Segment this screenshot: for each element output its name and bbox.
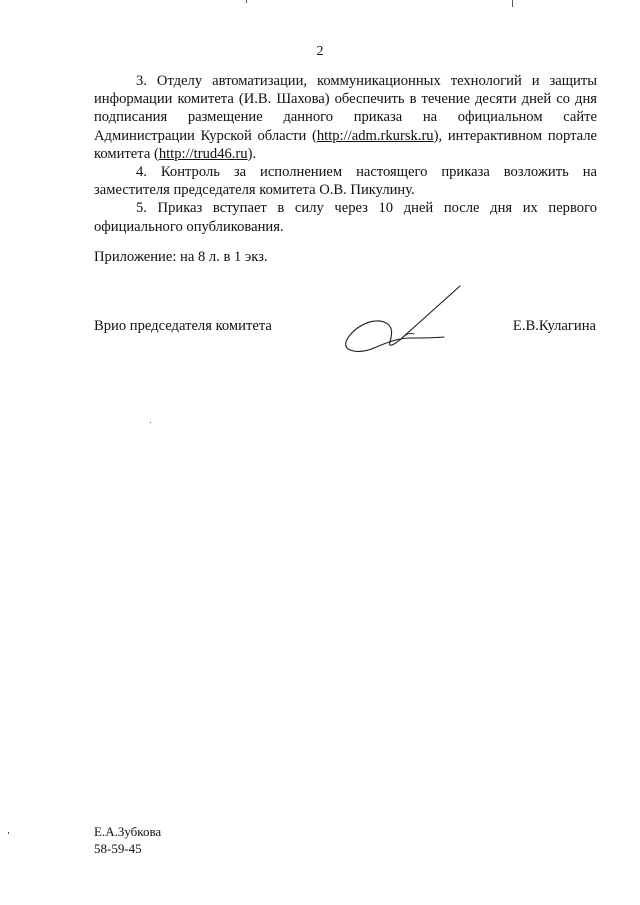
executor-block bbox=[94, 824, 161, 857]
paragraph-3-text-start: 3. Отделу автоматизации, коммуникационных технологий и защиты информации комитета (И.В. Шахова) обеспечить в течение десяти дней со дня подписания размещение данного приказа на официальном сайте Администрации Курской области ( bbox=[94, 73, 597, 144]
paragraph-4: 4. Контроль за исполнением настоящего приказа возложить на заместителя председателя комитета О.В. Пикулину. bbox=[94, 164, 597, 199]
paragraph-3-text-end: ). bbox=[247, 145, 257, 162]
page-number: 2 bbox=[316, 44, 324, 59]
signatory-name: Е.В.Кулагина bbox=[512, 318, 596, 334]
scan-speck bbox=[246, 0, 247, 3]
paragraph-3 bbox=[94, 72, 597, 163]
scan-speck bbox=[512, 0, 513, 7]
paragraph-3-text-middle: ), интерактивном портале комитета ( bbox=[94, 127, 597, 162]
handwritten-signature bbox=[340, 282, 470, 362]
order-body bbox=[94, 72, 597, 236]
attachment-note: Приложение: на 8 л. в 1 экз. bbox=[94, 249, 268, 265]
admin-site-link[interactable]: http://adm.rkursk.ru bbox=[316, 127, 434, 144]
committee-portal-link[interactable]: http://trud46.ru bbox=[158, 145, 248, 162]
executor-name: Е.А.Зубкова bbox=[94, 824, 162, 839]
scan-speck bbox=[8, 832, 9, 834]
executor-phone: 58-59-45 bbox=[94, 840, 142, 856]
paragraph-5: 5. Приказ вступает в силу через 10 дней после дня их первого официального опубликования. bbox=[94, 200, 597, 235]
signatory-title: Врио председателя комитета bbox=[94, 318, 272, 334]
scan-speck bbox=[150, 422, 151, 423]
